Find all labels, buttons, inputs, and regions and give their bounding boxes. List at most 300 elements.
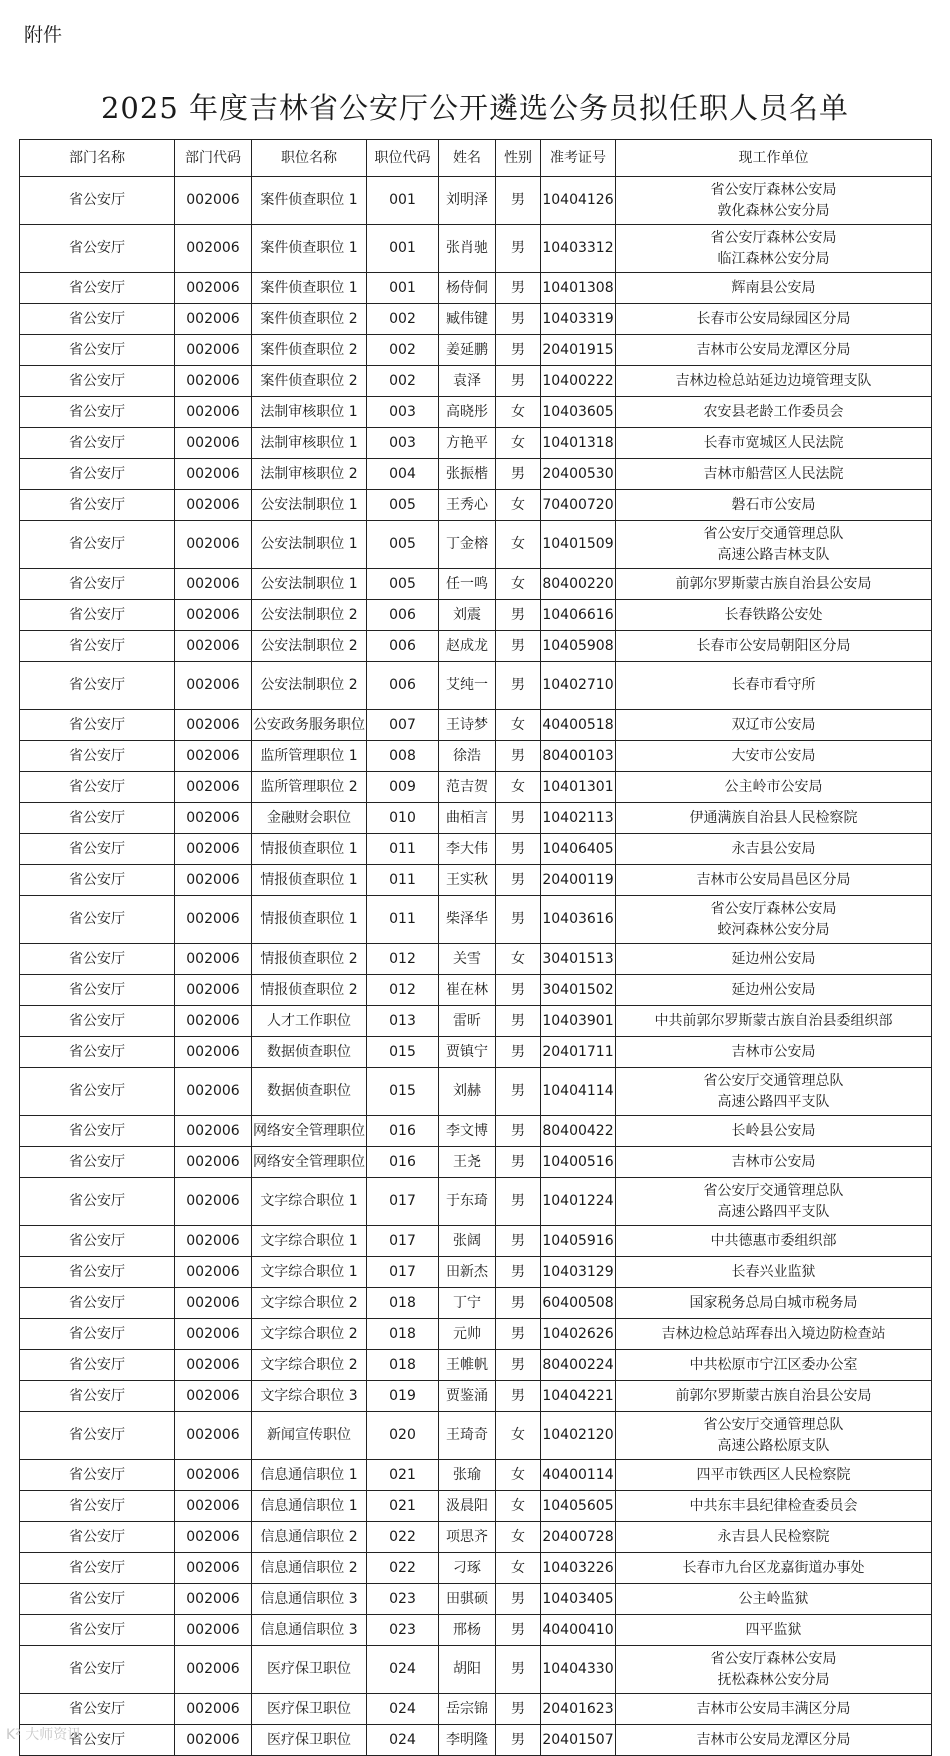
cell-dept: 省公安厅 [20, 600, 175, 631]
cell-unit-line: 吉林市公安局龙潭区分局 [696, 1731, 851, 1748]
cell-dept: 省公安厅 [20, 1584, 175, 1615]
cell-unit [616, 569, 932, 600]
cell-gender: 男 [496, 1178, 541, 1226]
cell-name: 雷昕 [439, 1006, 496, 1037]
cell-dept-code: 002006 [175, 273, 252, 304]
cell-unit-line: 高速公路四平支队 [717, 1203, 830, 1220]
cell-dept: 省公安厅 [20, 631, 175, 662]
cell-dept: 省公安厅 [20, 1412, 175, 1460]
cell-exam-no: 20400530 [541, 459, 616, 490]
cell-position-code: 009 [367, 772, 439, 803]
cell-unit-line: 辉南县公安局 [731, 279, 816, 296]
cell-gender: 男 [496, 304, 541, 335]
table-row [20, 304, 932, 335]
cell-dept: 省公安厅 [20, 865, 175, 896]
table-row [20, 428, 932, 459]
document-title: 2025 年度吉林省公安厅公开遴选公务员拟任职人员名单 [100, 91, 850, 125]
cell-unit-line: 长春兴业监狱 [731, 1263, 816, 1280]
cell-position: 公安法制职位 1 [252, 569, 367, 600]
cell-exam-no: 10405908 [541, 631, 616, 662]
cell-name: 岳宗锦 [439, 1694, 496, 1725]
cell-unit-line: 中共德惠市委组织部 [710, 1232, 837, 1249]
cell-unit-line: 中共松原市宁江区委办公室 [689, 1356, 858, 1373]
cell-unit [616, 1694, 932, 1725]
cell-dept: 省公安厅 [20, 834, 175, 865]
cell-position: 情报侦查职位 1 [252, 896, 367, 944]
cell-unit [616, 834, 932, 865]
cell-gender: 男 [496, 1288, 541, 1319]
cell-name: 杨侍侗 [439, 273, 496, 304]
cell-position: 法制审核职位 1 [252, 428, 367, 459]
cell-unit-line: 吉林市船营区人民法院 [703, 465, 844, 482]
cell-position-code: 024 [367, 1646, 439, 1694]
cell-dept: 省公安厅 [20, 428, 175, 459]
cell-unit-line: 永吉县公安局 [731, 840, 816, 857]
cell-dept-code: 002006 [175, 1006, 252, 1037]
cell-position: 案件侦查职位 2 [252, 366, 367, 397]
cell-name: 崔在林 [439, 975, 496, 1006]
cell-gender: 女 [496, 521, 541, 569]
cell-name: 李文博 [439, 1116, 496, 1147]
table-row [20, 366, 932, 397]
cell-unit [616, 1037, 932, 1068]
cell-unit [616, 366, 932, 397]
table-row [20, 1646, 932, 1694]
cell-gender: 男 [496, 662, 541, 710]
cell-position: 信息通信职位 1 [252, 1460, 367, 1491]
cell-dept-code: 002006 [175, 1257, 252, 1288]
table-row [20, 1226, 932, 1257]
table-row [20, 772, 932, 803]
cell-dept: 省公安厅 [20, 1553, 175, 1584]
cell-position-code: 011 [367, 834, 439, 865]
cell-position: 案件侦查职位 1 [252, 273, 367, 304]
cell-unit [616, 975, 932, 1006]
cell-gender: 男 [496, 273, 541, 304]
cell-name: 曲栢言 [439, 803, 496, 834]
cell-unit-line: 中共前郭尔罗斯蒙古族自治县委组织部 [654, 1012, 893, 1029]
cell-name: 方艳平 [439, 428, 496, 459]
cell-name: 王琦奇 [439, 1412, 496, 1460]
cell-gender: 男 [496, 1116, 541, 1147]
cell-exam-no: 40400114 [541, 1460, 616, 1491]
cell-gender: 男 [496, 177, 541, 225]
cell-position: 监所管理职位 1 [252, 741, 367, 772]
cell-dept-code: 002006 [175, 631, 252, 662]
table-row [20, 521, 932, 569]
cell-name: 姜延鹏 [439, 335, 496, 366]
cell-exam-no: 10401224 [541, 1178, 616, 1226]
cell-dept-code: 002006 [175, 490, 252, 521]
cell-gender: 男 [496, 1226, 541, 1257]
cell-gender: 男 [496, 1725, 541, 1756]
cell-name: 王秀心 [439, 490, 496, 521]
cell-name: 田新杰 [439, 1257, 496, 1288]
cell-position: 文字综合职位 2 [252, 1319, 367, 1350]
cell-name: 李明隆 [439, 1725, 496, 1756]
cell-dept: 省公安厅 [20, 896, 175, 944]
cell-dept-code: 002006 [175, 944, 252, 975]
cell-exam-no: 10403616 [541, 896, 616, 944]
cell-dept-code: 002006 [175, 1350, 252, 1381]
cell-gender: 男 [496, 1584, 541, 1615]
cell-unit-line: 省公安厅森林公安局 [710, 1650, 837, 1667]
cell-dept: 省公安厅 [20, 1257, 175, 1288]
cell-dept-code: 002006 [175, 459, 252, 490]
cell-name: 王实秋 [439, 865, 496, 896]
cell-position-code: 001 [367, 225, 439, 273]
cell-dept-code: 002006 [175, 834, 252, 865]
cell-position-code: 012 [367, 975, 439, 1006]
cell-position-code: 004 [367, 459, 439, 490]
cell-exam-no: 20401915 [541, 335, 616, 366]
cell-name: 贾鉴涌 [439, 1381, 496, 1412]
table-row [20, 834, 932, 865]
cell-dept: 省公安厅 [20, 1068, 175, 1116]
cell-gender: 男 [496, 834, 541, 865]
cell-unit [616, 428, 932, 459]
table-row [20, 600, 932, 631]
cell-unit-line: 长春市宽城区人民法院 [703, 434, 844, 451]
cell-unit [616, 1522, 932, 1553]
cell-gender: 女 [496, 1522, 541, 1553]
cell-name: 田骐硕 [439, 1584, 496, 1615]
cell-unit-line: 高速公路吉林支队 [717, 546, 830, 563]
cell-unit-line: 长春市九台区龙嘉街道办事处 [682, 1559, 865, 1576]
cell-gender: 女 [496, 428, 541, 459]
cell-exam-no: 10404114 [541, 1068, 616, 1116]
cell-position: 医疗保卫职位 [252, 1725, 367, 1756]
cell-exam-no: 10406405 [541, 834, 616, 865]
cell-exam-no: 20401623 [541, 1694, 616, 1725]
table-row [20, 1288, 932, 1319]
cell-exam-no: 10403226 [541, 1553, 616, 1584]
table-row [20, 865, 932, 896]
cell-position: 案件侦查职位 2 [252, 335, 367, 366]
cell-gender: 男 [496, 1381, 541, 1412]
cell-unit-line: 蛟河森林公安分局 [717, 921, 830, 938]
cell-position-code: 015 [367, 1068, 439, 1116]
cell-unit-line: 吉林边检总站延边边境管理支队 [675, 372, 872, 389]
cell-exam-no: 10401308 [541, 273, 616, 304]
cell-name: 汲晨阳 [439, 1491, 496, 1522]
cell-position-code: 002 [367, 335, 439, 366]
cell-unit [616, 521, 932, 569]
cell-name: 贾镇宁 [439, 1037, 496, 1068]
cell-gender: 男 [496, 741, 541, 772]
cell-unit [616, 631, 932, 662]
cell-unit-line: 省公安厅交通管理总队 [703, 1416, 844, 1433]
cell-position-code: 001 [367, 177, 439, 225]
cell-position: 监所管理职位 2 [252, 772, 367, 803]
cell-dept: 省公安厅 [20, 273, 175, 304]
cell-gender: 女 [496, 1491, 541, 1522]
cell-dept: 省公安厅 [20, 662, 175, 710]
cell-position: 医疗保卫职位 [252, 1694, 367, 1725]
cell-unit-line: 双辽市公安局 [731, 716, 816, 733]
cell-position-code: 011 [367, 865, 439, 896]
cell-position: 情报侦查职位 2 [252, 975, 367, 1006]
table-row [20, 975, 932, 1006]
cell-name: 王尧 [439, 1147, 496, 1178]
cell-dept-code: 002006 [175, 1646, 252, 1694]
table-row [20, 335, 932, 366]
cell-gender: 女 [496, 944, 541, 975]
cell-dept-code: 002006 [175, 1491, 252, 1522]
cell-unit-line: 永吉县人民检察院 [717, 1528, 830, 1545]
cell-unit-line: 长春市公安局绿园区分局 [696, 310, 851, 327]
cell-name: 张阔 [439, 1226, 496, 1257]
cell-gender: 男 [496, 366, 541, 397]
table-row [20, 1584, 932, 1615]
cell-unit [616, 177, 932, 225]
table-row [20, 1491, 932, 1522]
cell-unit [616, 459, 932, 490]
cell-exam-no: 10404221 [541, 1381, 616, 1412]
cell-dept-code: 002006 [175, 710, 252, 741]
cell-exam-no: 10402113 [541, 803, 616, 834]
cell-unit [616, 1350, 932, 1381]
cell-name: 刘明泽 [439, 177, 496, 225]
cell-dept: 省公安厅 [20, 304, 175, 335]
cell-exam-no: 30401513 [541, 944, 616, 975]
cell-position: 金融财会职位 [252, 803, 367, 834]
table-body [20, 177, 932, 1756]
col-header-position: 职位名称 [252, 140, 367, 177]
cell-dept: 省公安厅 [20, 366, 175, 397]
cell-exam-no: 80400422 [541, 1116, 616, 1147]
cell-unit [616, 225, 932, 273]
cell-exam-no: 10405916 [541, 1226, 616, 1257]
cell-exam-no: 10406616 [541, 600, 616, 631]
cell-gender: 男 [496, 1694, 541, 1725]
cell-dept-code: 002006 [175, 1725, 252, 1756]
cell-name: 刘赫 [439, 1068, 496, 1116]
cell-position-code: 010 [367, 803, 439, 834]
cell-position: 情报侦查职位 2 [252, 944, 367, 975]
cell-gender: 女 [496, 397, 541, 428]
cell-unit [616, 662, 932, 710]
table-header-row [20, 140, 932, 177]
col-header-dept: 部门名称 [20, 140, 175, 177]
cell-unit [616, 1553, 932, 1584]
cell-unit-line: 农安县老龄工作委员会 [703, 403, 844, 420]
cell-unit-line: 省公安厅森林公安局 [710, 229, 837, 246]
cell-gender: 男 [496, 975, 541, 1006]
cell-dept: 省公安厅 [20, 1491, 175, 1522]
cell-position: 公安法制职位 1 [252, 521, 367, 569]
cell-position: 文字综合职位 3 [252, 1381, 367, 1412]
cell-dept-code: 002006 [175, 1116, 252, 1147]
cell-dept-code: 002006 [175, 662, 252, 710]
cell-exam-no: 10400222 [541, 366, 616, 397]
col-header-dept-code: 部门代码 [175, 140, 252, 177]
cell-unit [616, 335, 932, 366]
table-row [20, 1257, 932, 1288]
cell-exam-no: 80400224 [541, 1350, 616, 1381]
cell-position: 案件侦查职位 1 [252, 225, 367, 273]
cell-gender: 男 [496, 459, 541, 490]
cell-dept: 省公安厅 [20, 521, 175, 569]
cell-position: 文字综合职位 1 [252, 1178, 367, 1226]
cell-exam-no: 80400220 [541, 569, 616, 600]
cell-unit [616, 1725, 932, 1756]
cell-dept-code: 002006 [175, 1615, 252, 1646]
cell-position-code: 012 [367, 944, 439, 975]
cell-unit [616, 1226, 932, 1257]
cell-unit [616, 803, 932, 834]
cell-exam-no: 10405605 [541, 1491, 616, 1522]
cell-position: 信息通信职位 3 [252, 1615, 367, 1646]
cell-dept: 省公安厅 [20, 1116, 175, 1147]
cell-dept-code: 002006 [175, 896, 252, 944]
cell-gender: 男 [496, 1257, 541, 1288]
cell-position-code: 016 [367, 1116, 439, 1147]
cell-name: 王诗梦 [439, 710, 496, 741]
cell-exam-no: 10404330 [541, 1646, 616, 1694]
cell-position: 公安法制职位 2 [252, 600, 367, 631]
cell-exam-no: 10404126 [541, 177, 616, 225]
cell-dept: 省公安厅 [20, 772, 175, 803]
watermark: K² 大师资讯 [6, 1727, 82, 1743]
cell-position: 信息通信职位 2 [252, 1553, 367, 1584]
cell-position-code: 021 [367, 1460, 439, 1491]
cell-unit-line: 公主岭市公安局 [724, 778, 823, 795]
table-row [20, 741, 932, 772]
cell-unit-line: 吉林市公安局龙潭区分局 [696, 341, 851, 358]
cell-position-code: 002 [367, 304, 439, 335]
cell-gender: 女 [496, 710, 541, 741]
cell-gender: 女 [496, 490, 541, 521]
cell-position: 数据侦查职位 [252, 1037, 367, 1068]
cell-dept: 省公安厅 [20, 335, 175, 366]
cell-gender: 男 [496, 335, 541, 366]
cell-exam-no: 10403605 [541, 397, 616, 428]
cell-exam-no: 10400516 [541, 1147, 616, 1178]
cell-position: 公安法制职位 2 [252, 662, 367, 710]
cell-name: 高晓彤 [439, 397, 496, 428]
cell-dept: 省公安厅 [20, 1381, 175, 1412]
table-row [20, 631, 932, 662]
col-header-exam-no: 准考证号 [541, 140, 616, 177]
table-row [20, 490, 932, 521]
cell-unit [616, 1646, 932, 1694]
cell-name: 王帷帆 [439, 1350, 496, 1381]
cell-dept-code: 002006 [175, 1147, 252, 1178]
cell-unit-line: 高速公路松原支队 [717, 1437, 830, 1454]
cell-dept-code: 002006 [175, 304, 252, 335]
cell-gender: 男 [496, 1319, 541, 1350]
col-header-gender: 性别 [496, 140, 541, 177]
cell-unit-line: 国家税务总局白城市税务局 [689, 1294, 858, 1311]
cell-gender: 女 [496, 1460, 541, 1491]
cell-dept-code: 002006 [175, 1068, 252, 1116]
cell-dept-code: 002006 [175, 1584, 252, 1615]
table-row [20, 710, 932, 741]
cell-unit [616, 1319, 932, 1350]
cell-position-code: 016 [367, 1147, 439, 1178]
cell-unit-line: 长春市看守所 [731, 677, 816, 693]
cell-dept-code: 002006 [175, 177, 252, 225]
cell-name: 关雪 [439, 944, 496, 975]
cell-position: 文字综合职位 1 [252, 1226, 367, 1257]
cell-position: 文字综合职位 2 [252, 1288, 367, 1319]
table-row [20, 459, 932, 490]
cell-position-code: 017 [367, 1257, 439, 1288]
cell-name: 胡阳 [439, 1646, 496, 1694]
cell-name: 张瑜 [439, 1460, 496, 1491]
cell-name: 臧伟键 [439, 304, 496, 335]
cell-name: 艾纯一 [439, 662, 496, 710]
cell-position-code: 005 [367, 521, 439, 569]
cell-gender: 男 [496, 631, 541, 662]
cell-position-code: 005 [367, 490, 439, 521]
cell-gender: 男 [496, 865, 541, 896]
cell-dept: 省公安厅 [20, 1147, 175, 1178]
table-row [20, 1116, 932, 1147]
cell-gender: 女 [496, 772, 541, 803]
cell-dept: 省公安厅 [20, 1615, 175, 1646]
cell-position: 数据侦查职位 [252, 1068, 367, 1116]
cell-exam-no: 10401509 [541, 521, 616, 569]
cell-dept-code: 002006 [175, 1553, 252, 1584]
cell-dept: 省公安厅 [20, 1725, 175, 1756]
cell-name: 范吉贺 [439, 772, 496, 803]
cell-dept-code: 002006 [175, 1037, 252, 1068]
cell-dept-code: 002006 [175, 225, 252, 273]
cell-name: 邢杨 [439, 1615, 496, 1646]
cell-unit [616, 1412, 932, 1460]
cell-exam-no: 10401318 [541, 428, 616, 459]
cell-position: 信息通信职位 1 [252, 1491, 367, 1522]
cell-position-code: 013 [367, 1006, 439, 1037]
table-row [20, 1147, 932, 1178]
cell-gender: 男 [496, 1006, 541, 1037]
table-row [20, 1381, 932, 1412]
cell-unit-line: 长岭县公安局 [731, 1122, 816, 1139]
cell-unit-line: 抚松森林公安分局 [717, 1671, 830, 1688]
cell-position: 信息通信职位 3 [252, 1584, 367, 1615]
table-row [20, 662, 932, 710]
cell-position-code: 018 [367, 1288, 439, 1319]
table-row [20, 1412, 932, 1460]
table-row [20, 944, 932, 975]
cell-exam-no: 10402626 [541, 1319, 616, 1350]
cell-unit [616, 1116, 932, 1147]
cell-dept: 省公安厅 [20, 1350, 175, 1381]
cell-exam-no: 40400518 [541, 710, 616, 741]
table-row [20, 1725, 932, 1756]
cell-exam-no: 10402120 [541, 1412, 616, 1460]
cell-position-code: 017 [367, 1178, 439, 1226]
cell-dept-code: 002006 [175, 428, 252, 459]
cell-unit-line: 省公安厅森林公安局 [710, 181, 837, 198]
cell-unit-line: 长春市公安局朝阳区分局 [696, 637, 851, 654]
cell-unit [616, 397, 932, 428]
cell-dept-code: 002006 [175, 1522, 252, 1553]
cell-dept: 省公安厅 [20, 459, 175, 490]
cell-name: 赵成龙 [439, 631, 496, 662]
table-row [20, 1694, 932, 1725]
cell-position-code: 022 [367, 1553, 439, 1584]
cell-dept-code: 002006 [175, 569, 252, 600]
cell-name: 张振楷 [439, 459, 496, 490]
cell-name: 任一鸣 [439, 569, 496, 600]
cell-unit-line: 中共东丰县纪律检查委员会 [689, 1497, 858, 1514]
cell-unit-line: 临江森林公安分局 [717, 250, 830, 267]
cell-position-code: 007 [367, 710, 439, 741]
cell-unit-line: 延边州公安局 [731, 981, 816, 998]
